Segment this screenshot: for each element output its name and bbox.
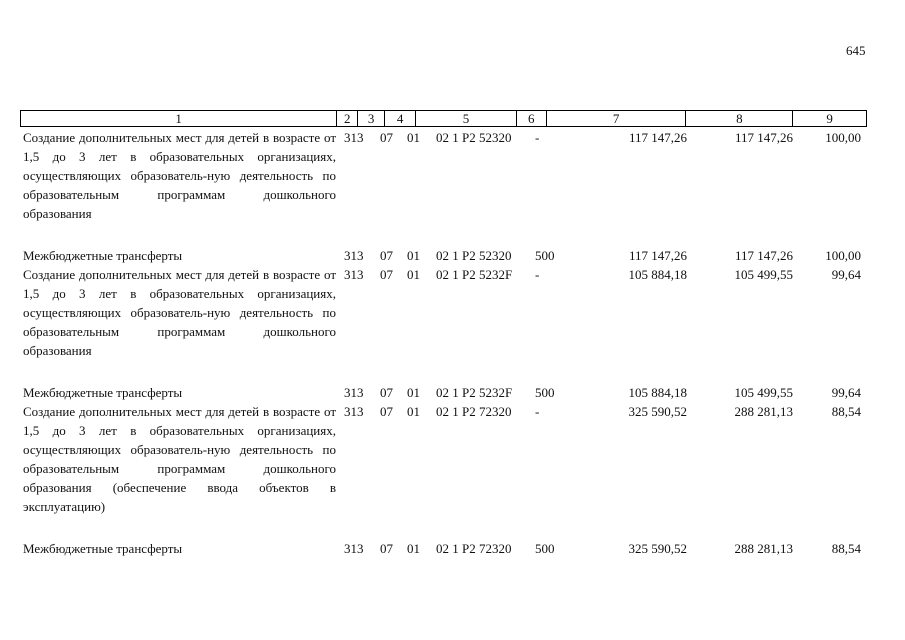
podrazdel-cell: 01 (407, 385, 420, 400)
tsel-stat-cell: 02 1 P2 52320 (436, 130, 512, 145)
column-header-1: 1 (175, 111, 182, 126)
fact-value-cell: 117 147,26 (734, 130, 793, 145)
fact-value-cell: 288 281,13 (734, 541, 793, 556)
vid-rash-cell: - (535, 130, 540, 145)
fact-value-cell: 105 499,55 (734, 267, 793, 282)
vid-rash-cell: - (535, 404, 540, 419)
vid-rash-cell: 500 (535, 385, 555, 400)
grbs-cell: 313 (344, 130, 364, 145)
vid-rash-cell: - (535, 267, 540, 282)
row-description: Создание дополнительных мест для детей в возрасте от 1,5 до 3 лет в образовательных организациях, осуществляющих образователь-ную деятельность по образовательным программам дошкольного образования (обеспечение ввода объектов в эксплуатацию) (23, 404, 336, 514)
percent-value-cell: 88,54 (831, 404, 861, 419)
row-description: Межбюджетные трансферты (23, 541, 183, 556)
grbs-cell: 313 (344, 404, 364, 419)
page-number: 645 (846, 43, 866, 58)
table-header (20, 110, 867, 127)
grbs-cell: 313 (344, 541, 364, 556)
razdel-cell: 07 (380, 541, 393, 556)
percent-value-cell: 99,64 (831, 385, 861, 400)
column-header-7: 7 (546, 111, 686, 126)
column-header-2: 2 (336, 111, 357, 126)
row-description: Межбюджетные трансферты (23, 248, 183, 263)
column-header-4: 4 (384, 111, 415, 126)
column-header-6: 6 (516, 111, 546, 126)
percent-value-cell: 100,00 (825, 130, 861, 145)
percent-value-cell: 88,54 (831, 541, 861, 556)
column-header-9: 9 (792, 111, 866, 126)
podrazdel-cell: 01 (407, 267, 420, 282)
tsel-stat-cell: 02 1 P2 72320 (436, 404, 512, 419)
plan-value-cell: 325 590,52 (628, 541, 687, 556)
podrazdel-cell: 01 (407, 248, 420, 263)
tsel-stat-cell: 02 1 P2 72320 (436, 541, 512, 556)
razdel-cell: 07 (380, 404, 393, 419)
tsel-stat-cell: 02 1 P2 5232F (436, 267, 513, 282)
vid-rash-cell: 500 (535, 541, 555, 556)
vid-rash-cell: 500 (535, 248, 555, 263)
column-header-8: 8 (685, 111, 792, 126)
grbs-cell: 313 (344, 248, 364, 263)
row-description: Создание дополнительных мест для детей в возрасте от 1,5 до 3 лет в образовательных организациях, осуществляющих образователь-ную деятельность по образовательным программам дошкольного образования (23, 130, 336, 221)
plan-value-cell: 105 884,18 (628, 385, 687, 400)
percent-value-cell: 99,64 (831, 267, 861, 282)
percent-value-cell: 100,00 (825, 248, 861, 263)
razdel-cell: 07 (380, 385, 393, 400)
fact-value-cell: 117 147,26 (734, 248, 793, 263)
row-description: Создание дополнительных мест для детей в возрасте от 1,5 до 3 лет в образовательных организациях, осуществляющих образователь-ную деятельность по образовательным программам дошкольного образования (23, 267, 336, 358)
podrazdel-cell: 01 (407, 541, 420, 556)
fact-value-cell: 105 499,55 (734, 385, 793, 400)
plan-value-cell: 117 147,26 (628, 248, 687, 263)
fact-value-cell: 288 281,13 (734, 404, 793, 419)
podrazdel-cell: 01 (407, 130, 420, 145)
row-description: Межбюджетные трансферты (23, 385, 183, 400)
razdel-cell: 07 (380, 248, 393, 263)
razdel-cell: 07 (380, 130, 393, 145)
razdel-cell: 07 (380, 267, 393, 282)
plan-value-cell: 325 590,52 (628, 404, 687, 419)
column-header-3: 3 (357, 111, 384, 126)
podrazdel-cell: 01 (407, 404, 420, 419)
plan-value-cell: 105 884,18 (628, 267, 687, 282)
tsel-stat-cell: 02 1 P2 5232F (436, 385, 513, 400)
column-header-5: 5 (415, 111, 516, 126)
grbs-cell: 313 (344, 385, 364, 400)
grbs-cell: 313 (344, 267, 364, 282)
plan-value-cell: 117 147,26 (628, 130, 687, 145)
tsel-stat-cell: 02 1 P2 52320 (436, 248, 512, 263)
